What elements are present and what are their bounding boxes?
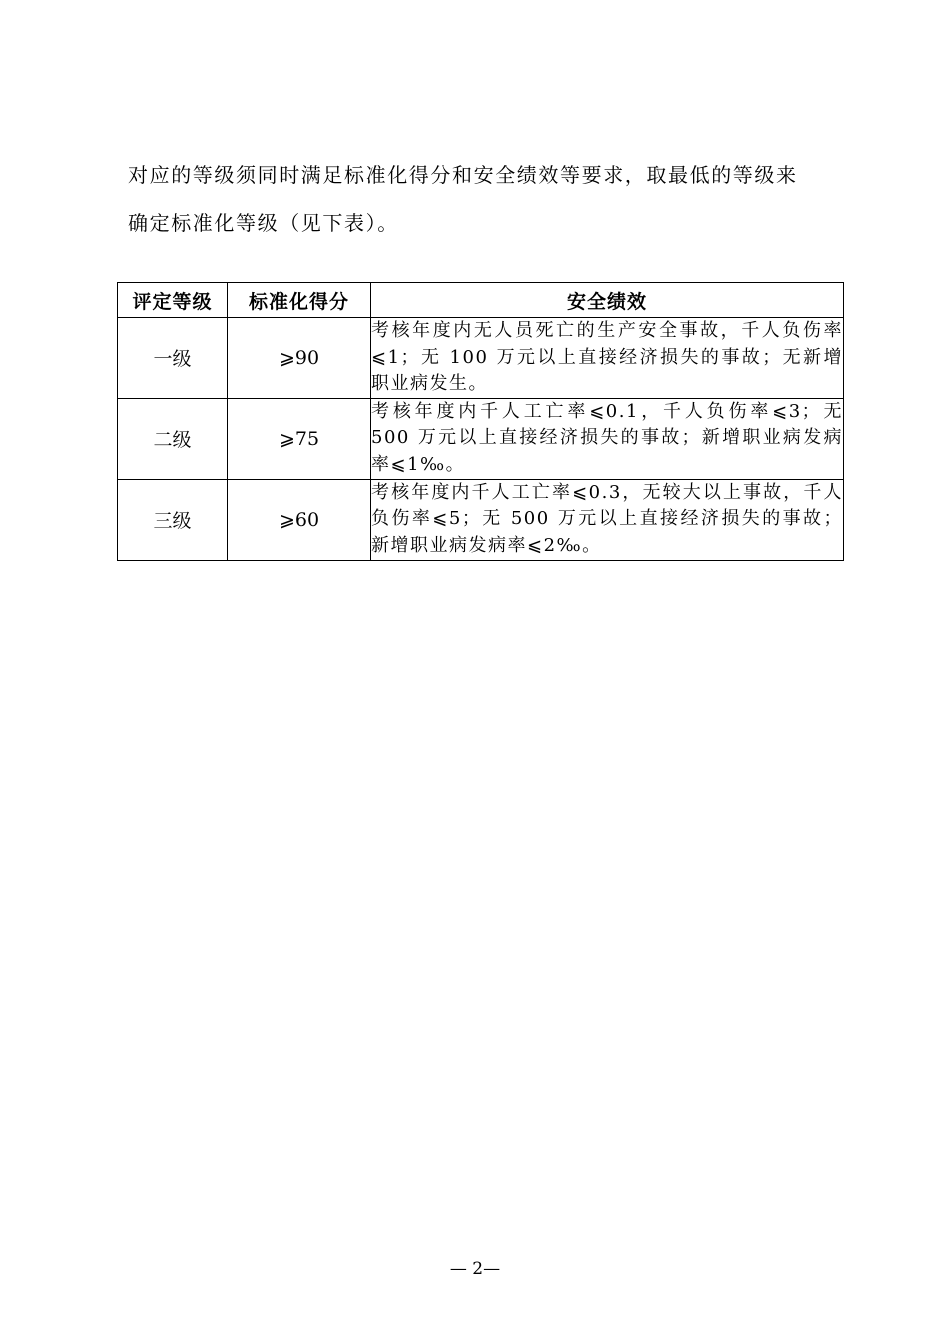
table-row xyxy=(118,398,844,479)
grade-level-cell: 二级 xyxy=(118,398,228,479)
grade-level-cell: 一级 xyxy=(118,318,228,399)
header-standard-score: 标准化得分 xyxy=(228,283,371,318)
table-row xyxy=(118,318,844,399)
safety-performance-cell: 考核年度内无人员死亡的生产安全事故，千人负伤率⩽1；无 100 万元以上直接经济损失的事故；无新增职业病发生。 xyxy=(371,318,844,399)
score-cell: ⩾90 xyxy=(228,318,371,399)
header-safety-performance: 安全绩效 xyxy=(371,283,844,318)
header-grade-level: 评定等级 xyxy=(118,283,228,318)
safety-performance-cell: 考核年度内千人工亡率⩽0.3，无较大以上事故，千人负伤率⩽5；无 500 万元以上直接经济损失的事故；新增职业病发病率⩽2‰。 xyxy=(371,479,844,560)
score-cell: ⩾75 xyxy=(228,398,371,479)
safety-performance-cell: 考核年度内千人工亡率⩽0.1，千人负伤率⩽3；无 500 万元以上直接经济损失的事故；新增职业病发病率⩽1‰。 xyxy=(371,398,844,479)
table-row xyxy=(118,479,844,560)
table-header-row xyxy=(118,283,844,318)
intro-paragraph-line-1: 对应的等级须同时满足标准化得分和安全绩效等要求，取最低的等级来 xyxy=(128,163,798,187)
intro-paragraph-line-2: 确定标准化等级（见下表）。 xyxy=(128,211,399,235)
grade-level-cell: 三级 xyxy=(118,479,228,560)
grade-criteria-table xyxy=(117,282,844,561)
score-cell: ⩾60 xyxy=(228,479,371,560)
page-number: — 2— xyxy=(449,1259,501,1279)
